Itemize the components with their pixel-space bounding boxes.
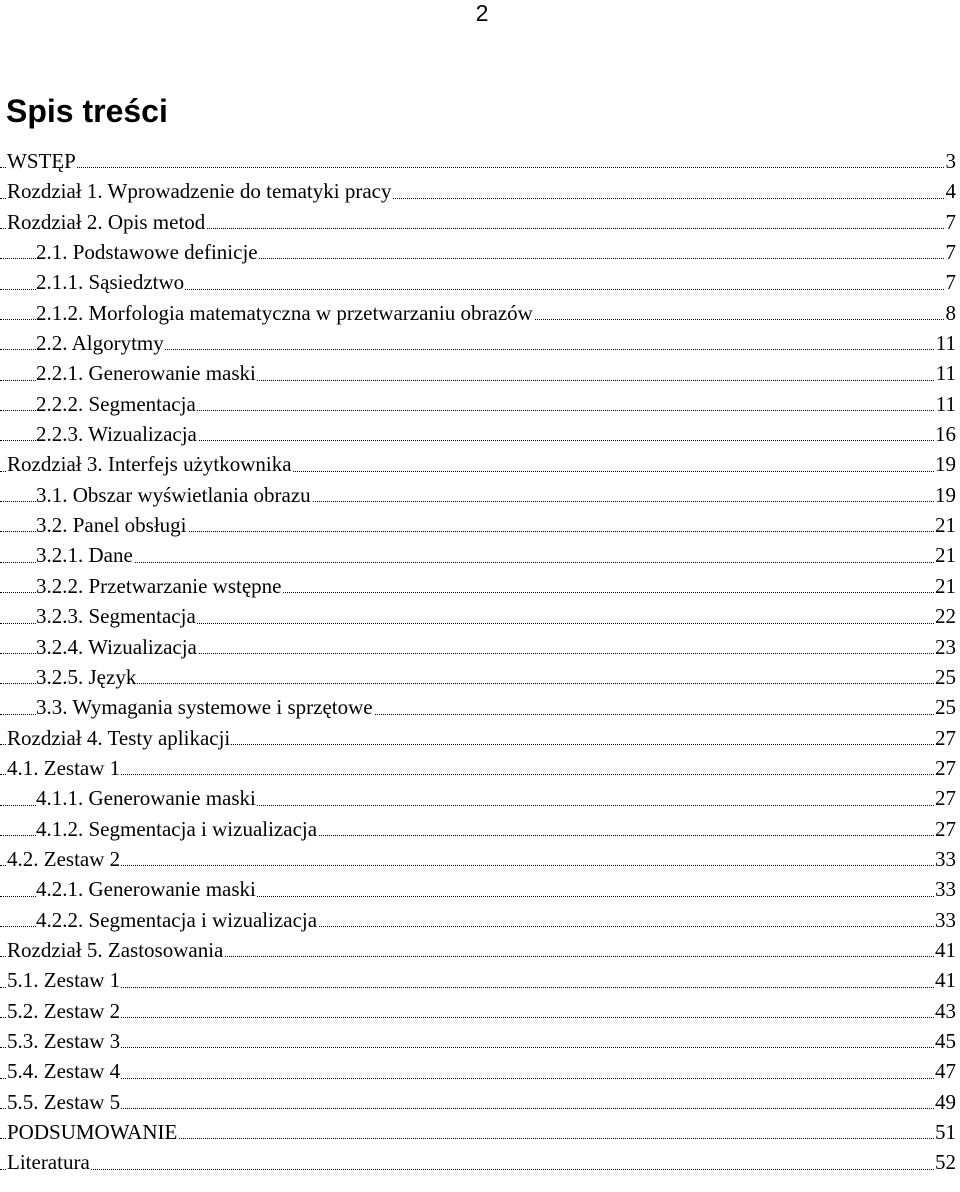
toc-entry[interactable] bbox=[0, 1117, 956, 1147]
toc-entry-page: 41 bbox=[934, 965, 956, 995]
toc-entry-label: 2.2. Algorytmy bbox=[36, 328, 165, 358]
toc-entry-page: 47 bbox=[934, 1056, 956, 1086]
toc-entry-label: Rozdział 5. Zastosowania bbox=[7, 935, 224, 965]
toc-entry-label: 5.2. Zestaw 2 bbox=[7, 996, 121, 1026]
toc-entry-label: 5.3. Zestaw 3 bbox=[7, 1026, 121, 1056]
dot-leader bbox=[0, 1108, 956, 1109]
toc-entry[interactable] bbox=[0, 449, 956, 479]
toc-entry[interactable] bbox=[0, 358, 956, 388]
toc-entry-page: 51 bbox=[934, 1117, 956, 1147]
toc-entry[interactable] bbox=[0, 601, 956, 631]
toc-entry[interactable] bbox=[0, 267, 956, 297]
toc-entry-page: 3 bbox=[945, 146, 957, 176]
toc-entry[interactable] bbox=[0, 480, 956, 510]
toc-entry-label: 3.2.1. Dane bbox=[36, 540, 134, 570]
toc-entry-label: Rozdział 2. Opis metod bbox=[7, 207, 206, 237]
toc-entry-label: 2.2.2. Segmentacja bbox=[36, 389, 197, 419]
toc-entry-label: 2.2.3. Wizualizacja bbox=[36, 419, 198, 449]
toc-entry-page: 27 bbox=[934, 753, 956, 783]
toc-entry-page: 33 bbox=[934, 874, 956, 904]
toc-entry[interactable] bbox=[0, 1026, 956, 1056]
toc-entry[interactable] bbox=[0, 814, 956, 844]
toc-entry[interactable] bbox=[0, 1147, 956, 1177]
toc-entry[interactable] bbox=[0, 905, 956, 935]
toc-entry-page: 41 bbox=[934, 935, 956, 965]
toc-entry[interactable] bbox=[0, 237, 956, 267]
toc-entry-page: 21 bbox=[934, 510, 956, 540]
toc-entry-label: 2.1.2. Morfologia matematyczna w przetwarzaniu obrazów bbox=[36, 298, 534, 328]
toc-entry[interactable] bbox=[0, 1087, 956, 1117]
toc-entry[interactable] bbox=[0, 419, 956, 449]
toc-title: Spis treści bbox=[6, 93, 168, 129]
toc-entry-label: 2.2.1. Generowanie maski bbox=[36, 358, 257, 388]
toc-entry[interactable] bbox=[0, 146, 956, 176]
toc-entry[interactable] bbox=[0, 176, 956, 206]
toc-entry[interactable] bbox=[0, 389, 956, 419]
toc-entry[interactable] bbox=[0, 723, 956, 753]
toc-entry[interactable] bbox=[0, 1056, 956, 1086]
toc-entry-page: 27 bbox=[934, 723, 956, 753]
dot-leader bbox=[0, 1169, 956, 1170]
toc-entry-page: 25 bbox=[934, 662, 956, 692]
toc-entry-label: Rozdział 1. Wprowadzenie do tematyki pracy bbox=[7, 176, 392, 206]
toc-entry-page: 21 bbox=[934, 571, 956, 601]
toc-entry-label: 5.5. Zestaw 5 bbox=[7, 1087, 121, 1117]
toc-entry-label: 4.2.2. Segmentacja i wizualizacja bbox=[36, 905, 318, 935]
toc-entry-label: Rozdział 4. Testy aplikacji bbox=[7, 723, 231, 753]
toc-entry-label: 3.2. Panel obsługi bbox=[36, 510, 188, 540]
toc-entry-page: 22 bbox=[934, 601, 956, 631]
toc-list bbox=[0, 146, 960, 1178]
toc-entry[interactable] bbox=[0, 692, 956, 722]
page-number: 2 bbox=[475, 0, 489, 26]
toc-entry-label: 4.1. Zestaw 1 bbox=[7, 753, 121, 783]
toc-entry[interactable] bbox=[0, 996, 956, 1026]
toc-entry[interactable] bbox=[0, 935, 956, 965]
toc-entry-page: 23 bbox=[934, 632, 956, 662]
toc-entry[interactable] bbox=[0, 328, 956, 358]
dot-leader bbox=[0, 774, 956, 775]
toc-entry-label: Literatura bbox=[7, 1147, 91, 1177]
dot-leader bbox=[0, 562, 956, 563]
toc-entry[interactable] bbox=[0, 662, 956, 692]
toc-entry-page: 43 bbox=[934, 996, 956, 1026]
toc-entry-page: 27 bbox=[934, 814, 956, 844]
toc-entry-label: 2.1.1. Sąsiedztwo bbox=[36, 267, 185, 297]
toc-entry-page: 8 bbox=[945, 298, 957, 328]
toc-entry[interactable] bbox=[0, 510, 956, 540]
toc-entry-page: 25 bbox=[934, 692, 956, 722]
toc-entry[interactable] bbox=[0, 783, 956, 813]
toc-entry-label: 4.1.1. Generowanie maski bbox=[36, 783, 257, 813]
toc-entry-page: 7 bbox=[945, 267, 957, 297]
toc-entry-label: 3.3. Wymagania systemowe i sprzętowe bbox=[36, 692, 374, 722]
toc-entry-page: 27 bbox=[934, 783, 956, 813]
toc-entry-page: 19 bbox=[934, 480, 956, 510]
toc-entry-label: 4.2. Zestaw 2 bbox=[7, 844, 121, 874]
toc-entry-label: Rozdział 3. Interfejs użytkownika bbox=[7, 449, 293, 479]
toc-entry-page: 7 bbox=[945, 237, 957, 267]
toc-entry-label: 4.2.1. Generowanie maski bbox=[36, 874, 257, 904]
dot-leader bbox=[0, 1047, 956, 1048]
toc-entry-label: 2.1. Podstawowe definicje bbox=[36, 237, 259, 267]
toc-entry-label: 5.4. Zestaw 4 bbox=[7, 1056, 121, 1086]
toc-entry[interactable] bbox=[0, 874, 956, 904]
toc-entry-label: 3.1. Obszar wyświetlania obrazu bbox=[36, 480, 312, 510]
toc-entry-page: 11 bbox=[935, 389, 956, 419]
dot-leader bbox=[0, 1078, 956, 1079]
toc-entry[interactable] bbox=[0, 965, 956, 995]
dot-leader bbox=[0, 1017, 956, 1018]
toc-entry[interactable] bbox=[0, 844, 956, 874]
toc-entry-label: WSTĘP bbox=[7, 146, 77, 176]
toc-entry-page: 11 bbox=[935, 358, 956, 388]
toc-entry-page: 11 bbox=[935, 328, 956, 358]
toc-entry-label: 3.2.5. Język bbox=[36, 662, 137, 692]
toc-entry-page: 33 bbox=[934, 905, 956, 935]
toc-entry-label: 4.1.2. Segmentacja i wizualizacja bbox=[36, 814, 318, 844]
toc-entry[interactable] bbox=[0, 632, 956, 662]
dot-leader bbox=[0, 683, 956, 684]
dot-leader bbox=[0, 865, 956, 866]
toc-entry-page: 45 bbox=[934, 1026, 956, 1056]
toc-entry-page: 16 bbox=[934, 419, 956, 449]
toc-entry-page: 4 bbox=[945, 176, 957, 206]
dot-leader bbox=[0, 987, 956, 988]
toc-entry-page: 49 bbox=[934, 1087, 956, 1117]
toc-entry[interactable] bbox=[0, 540, 956, 570]
toc-entry[interactable] bbox=[0, 298, 956, 328]
toc-entry-page: 21 bbox=[934, 540, 956, 570]
toc-entry-label: 5.1. Zestaw 1 bbox=[7, 965, 121, 995]
toc-entry-page: 52 bbox=[934, 1147, 956, 1177]
toc-entry[interactable] bbox=[0, 753, 956, 783]
toc-entry-page: 19 bbox=[934, 449, 956, 479]
toc-entry-label: 3.2.2. Przetwarzanie wstępne bbox=[36, 571, 283, 601]
toc-entry[interactable] bbox=[0, 207, 956, 237]
toc-entry-page: 7 bbox=[945, 207, 957, 237]
toc-entry-label: PODSUMOWANIE bbox=[7, 1117, 178, 1147]
toc-entry-page: 33 bbox=[934, 844, 956, 874]
toc-entry-label: 3.2.3. Segmentacja bbox=[36, 601, 197, 631]
dot-leader bbox=[0, 167, 956, 168]
toc-entry[interactable] bbox=[0, 571, 956, 601]
toc-entry-label: 3.2.4. Wizualizacja bbox=[36, 632, 198, 662]
